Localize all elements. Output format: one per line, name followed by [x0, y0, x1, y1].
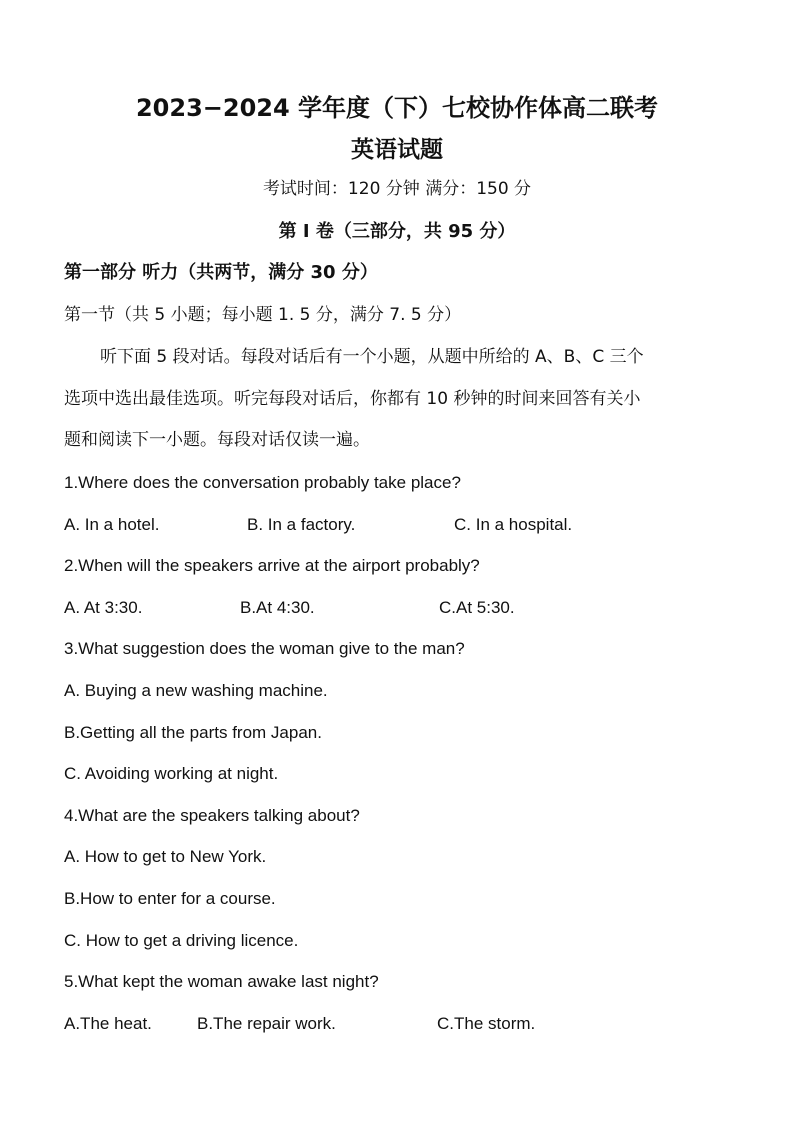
question-5-option-c: C.The storm.: [437, 1014, 536, 1033]
question-4-stem: 4.What are the speakers talking about?: [64, 806, 360, 825]
section1-heading: 第一节（共 5 小题；每小题 1. 5 分，满分 7. 5 分）: [64, 305, 462, 325]
instructions-line-2: 选项中选出最佳选项。听完每段对话后，你都有 10 秒钟的时间来回答有关小: [64, 389, 641, 409]
question-3-option-c: C. Avoiding working at night.: [64, 764, 279, 783]
question-3-option-a: A. Buying a new washing machine.: [64, 681, 328, 700]
question-5-option-a: A.The heat.: [64, 1014, 152, 1033]
question-5-option-b: B.The repair work.: [197, 1014, 336, 1033]
question-3-stem: 3.What suggestion does the woman give to the man?: [64, 639, 465, 658]
question-4-option-b: B.How to enter for a course.: [64, 889, 276, 908]
question-2-option-b: B.At 4:30.: [240, 598, 315, 617]
question-1-stem: 1.Where does the conversation probably take place?: [64, 473, 461, 492]
instructions-line-1: 听下面 5 段对话。每段对话后有一个小题，从题中所给的 A、B、C 三个: [100, 347, 644, 367]
part1-heading: 第一部分 听力（共两节，满分 30 分）: [64, 262, 378, 283]
question-2-option-a: A. At 3:30.: [64, 598, 143, 617]
question-4-option-a: A. How to get to New York.: [64, 847, 267, 866]
exam-time-info: 考试时间：120 分钟 满分：150 分: [262, 179, 532, 199]
question-2-option-c: C.At 5:30.: [439, 598, 515, 617]
question-5-stem: 5.What kept the woman awake last night?: [64, 972, 379, 991]
volume-heading: 第 I 卷（三部分，共 95 分）: [278, 221, 516, 242]
subject-title: 英语试题: [351, 137, 443, 163]
question-4-option-c: C. How to get a driving licence.: [64, 931, 299, 950]
question-2-stem: 2.When will the speakers arrive at the airport probably?: [64, 556, 480, 575]
question-1-option-a: A. In a hotel.: [64, 515, 160, 534]
question-3-option-b: B.Getting all the parts from Japan.: [64, 723, 322, 742]
question-1-option-c: C. In a hospital.: [454, 515, 573, 534]
exam-title: 2023−2024 学年度（下）七校协作体高二联考: [135, 94, 659, 122]
question-1-option-b: B. In a factory.: [247, 515, 356, 534]
instructions-line-3: 题和阅读下一小题。每段对话仅读一遍。: [64, 430, 370, 450]
